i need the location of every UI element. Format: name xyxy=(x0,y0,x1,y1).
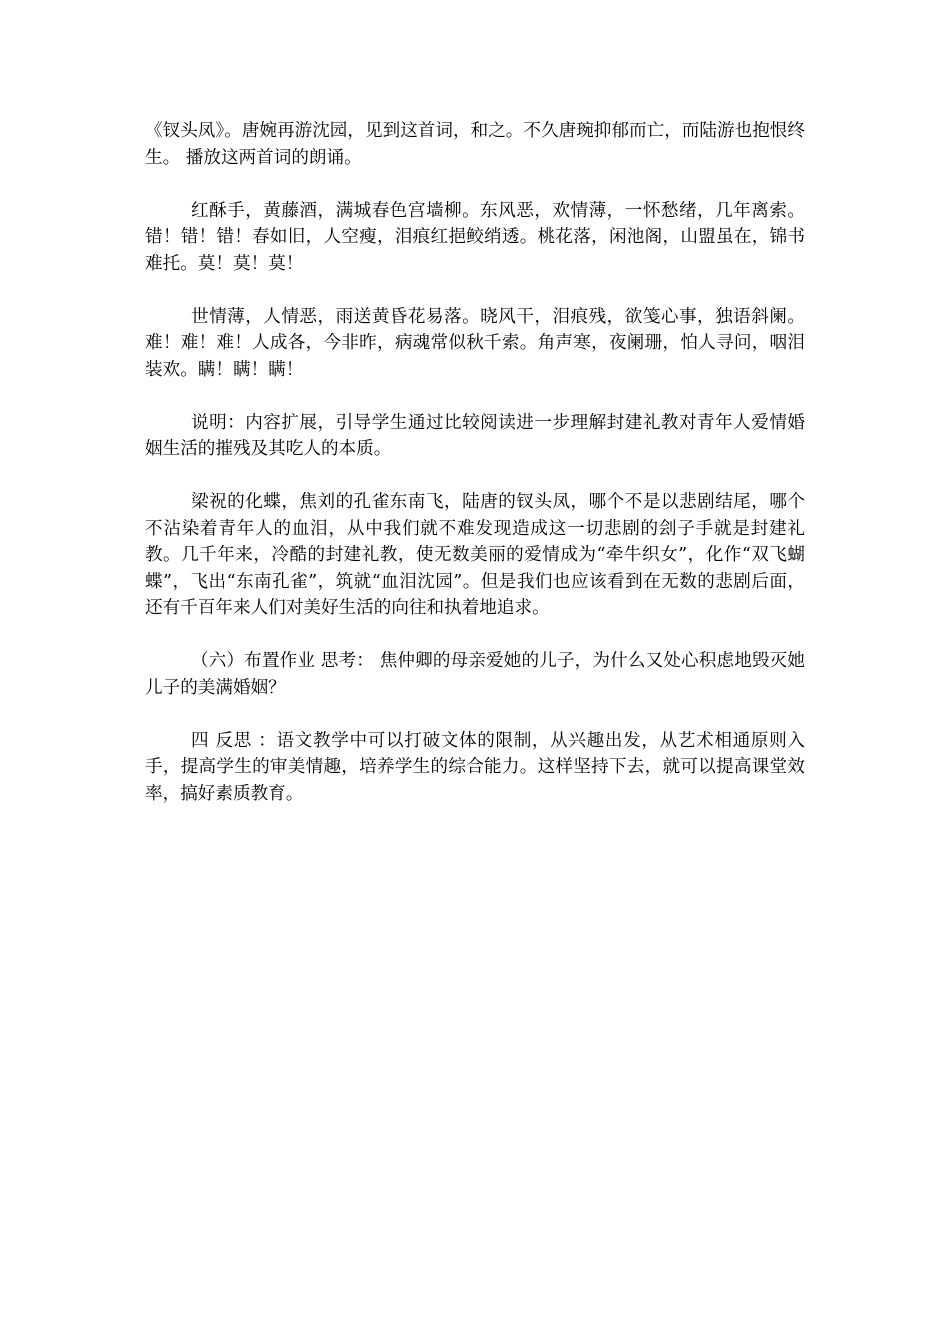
paragraph-lu-you-poem: 红酥手，黄藤酒，满城春色宫墙柳。东风恶，欢情薄，一怀愁绪，几年离索。错！错！错！春如旧，人空瘦，泪痕红挹鲛绡透。桃花落，闲池阁，山盟虽在，锦书难托。莫！莫！莫！ xyxy=(145,200,805,274)
paragraph-explanation: 说明：内容扩展，引导学生通过比较阅读进一步理解封建礼教对青年人爱情婚姻生活的摧残及其吃人的本质。 xyxy=(145,412,805,459)
paragraph-tang-wan-poem: 世情薄，人情恶，雨送黄昏花易落。晓风干，泪痕残，欲笺心事，独语斜阑。难！难！难！人成各，今非昨，病魂常似秋千索。角声寒，夜阑珊，怕人寻问，咽泪装欢。瞒！瞒！瞒！ xyxy=(145,306,805,380)
paragraph-tragedy-summary: 梁祝的化蝶，焦刘的孔雀东南飞，陆唐的钗头凤，哪个不是以悲剧结尾，哪个不沾染着青年人的血泪，从中我们就不难发现造成这一切悲剧的刽子手就是封建礼教。几千年来，冷酷的封建礼教，使无数美丽的爱情成为“牵牛织女”，化作“双飞蝴蝶”，飞出“东南孔雀”，筑就“血泪沈园”。但是我们也应该看到在无数的悲剧后面，还有千百年来人们对美好生活的向往和执着地追求。 xyxy=(145,492,805,618)
paragraph-chaitoufeng-intro: 《钗头凤》。唐婉再游沈园，见到这首词，和之。不久唐琬抑郁而亡，而陆游也抱恨终生。 播放这两首词的朗诵。 xyxy=(145,121,805,168)
paragraph-reflection: 四 反思 ：语文教学中可以打破文体的限制，从兴趣出发，从艺术相通原则入手，提高学生的审美情趣，培养学生的综合能力。这样坚持下去，就可以提高课堂效率，搞好素质教育。 xyxy=(145,730,805,804)
paragraph-homework: （六）布置作业 思考： 焦仲卿的母亲爱她的儿子，为什么又处心积虑地毁灭她儿子的美满婚姻？ xyxy=(145,651,805,698)
document-page xyxy=(145,118,805,834)
